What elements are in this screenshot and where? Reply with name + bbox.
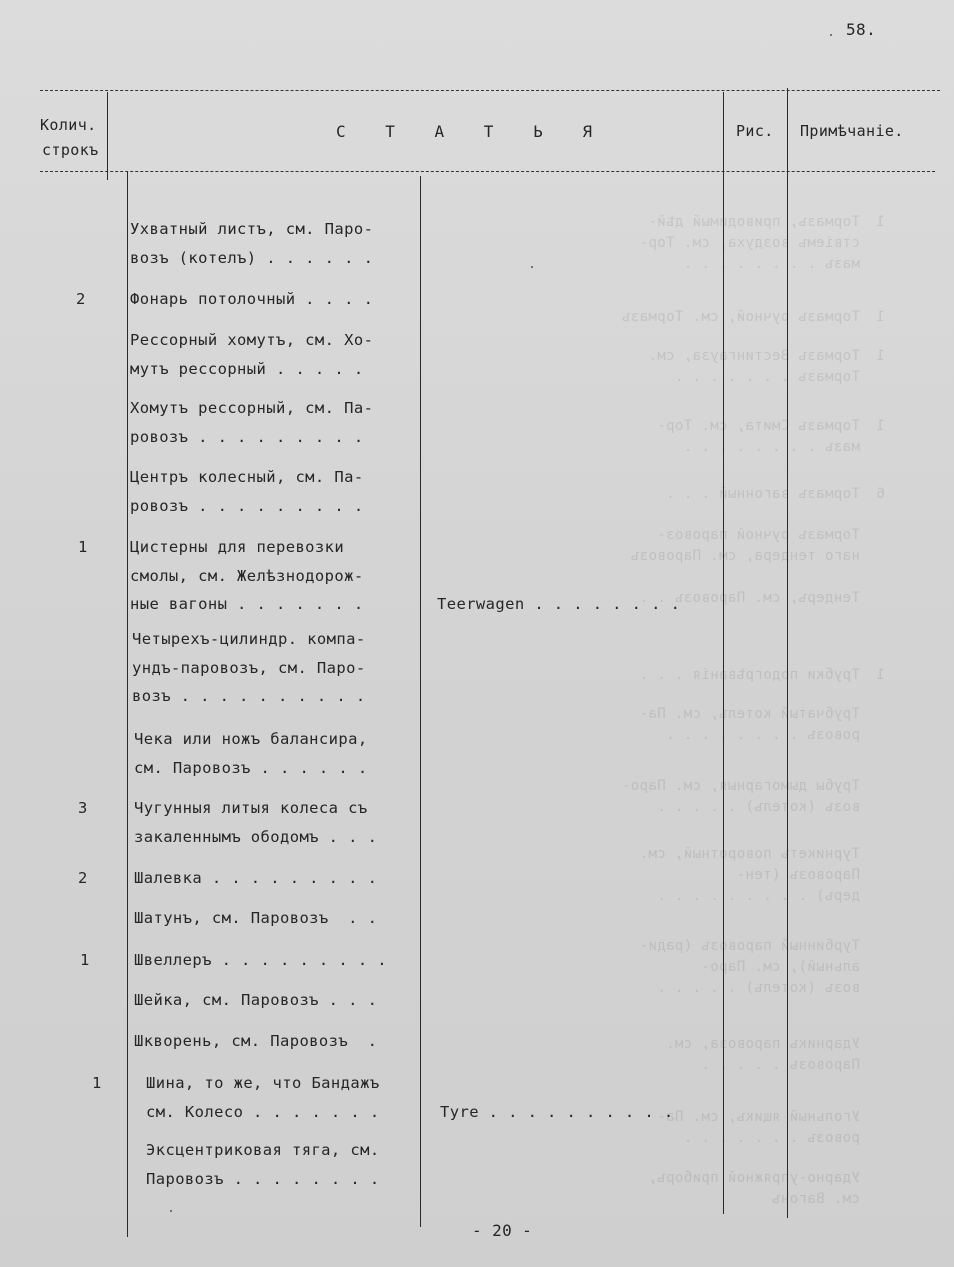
article-line: Эксцентриковая тяга, см. [146,1141,380,1159]
row-count: 1 [80,951,90,969]
figure-column-divider-right [787,88,788,1218]
show-through-count: 1 [876,348,885,364]
row-count: 1 [92,1074,102,1092]
article-line: Паровозъ . . . . . . . . [146,1169,380,1188]
article-line: мутъ рессорный . . . . . [130,359,364,378]
show-through-line: возъ (котелъ) . . . . . [656,980,860,996]
article-line: Цистерны для перевозки [130,538,345,556]
row-count: 1 [78,538,88,556]
article-line: Ухватный листъ, см. Паро- [130,220,374,238]
show-through-line: Угольный ящикъ, см. Па- [656,1109,860,1125]
show-through-line: Тормазъ Вестингауза, см. [648,348,860,364]
show-through-line: Тендеръ, см. Паровозъ . . [639,590,860,606]
header-article: С Т А Т Ь Я [336,122,607,141]
show-through-line: Тормазъ, приводимый дѣй- [648,214,860,230]
article-line: Рессорный хомутъ, см. Хо- [130,331,374,349]
row-count: 3 [78,799,88,817]
german-term: Teerwagen . . . . . . . . [437,595,681,613]
paper-speck [170,1210,172,1212]
article-line: Четырехъ-цилиндр. компа- [132,630,366,648]
show-through-line: возъ (котелъ) . . . . . [656,799,860,815]
show-through-line: Тормазъ вагонный . . . [665,486,860,502]
article-line: Центръ колесный, см. Па- [130,468,364,486]
show-through-line: Паровозъ (тен- [736,867,860,883]
count-column-divider [127,172,128,1237]
article-line: Шейка, см. Паровозъ . . . [134,991,378,1009]
header-figure: Рис. [736,122,774,140]
show-through-line: ровозъ . . . . . . . [683,1130,860,1146]
figure-column-divider-left [723,92,724,1214]
show-through-line: мазъ . . . . . . . . [683,439,860,455]
article-line: Шкворень, см. Паровозъ . [134,1032,378,1050]
show-through-line: Тормазъ ручной, см. Тормазъ [621,309,860,325]
article-line: Швеллеръ . . . . . . . . . [134,951,388,969]
german-term: Tyre . . . . . . . . . . [440,1102,674,1121]
show-through-line: Трубки подогрѣванія . . . [639,667,860,683]
row-count: 2 [78,869,88,887]
show-through-line: Паровозъ . . . . . [701,1057,860,1073]
show-through-line: Тормазъ Смита, см. Тор- [656,418,860,434]
show-through-line: см. Вагонъ [771,1191,860,1207]
article-line: возъ (котелъ) . . . . . . [130,248,374,267]
article-line: Шина, то же, что Бандажъ [146,1074,380,1092]
article-line: возъ . . . . . . . . . . [132,687,366,705]
article-line: Хомутъ рессорный, см. Па- [130,399,374,417]
article-line: см. Паровозъ . . . . . . [134,758,368,777]
article-line: ные вагоны . . . . . . . [130,595,364,613]
article-line: Шатунъ, см. Паровозъ . . [134,909,378,927]
show-through-line: ровозъ . . . . . . . . [665,727,860,743]
show-through-line: Трубчатый котелъ, см. Па- [639,706,860,722]
article-line: ровозъ . . . . . . . . . [130,496,364,515]
show-through-line: Трубы дымогарныя, см. Паро- [621,778,860,794]
show-through-line: Турникетъ поворотный, см. [639,846,860,862]
row-count: 2 [76,290,86,308]
article-line: Фонарь потолочный . . . . [130,290,374,308]
page-footer: - 20 - [472,1221,533,1240]
show-through-count: 1 [876,418,885,434]
header-note: Примѣчаніе. [800,122,904,140]
header-count-line2: строкъ [42,141,99,159]
paper-speck [830,34,832,36]
show-through-line: Турбинный паровозъ (ради- [639,938,860,954]
article-line: Чугунныя литыя колеса съ [134,799,368,817]
german-column-divider [420,176,421,1227]
show-through-line: Ударно-упряжной приборъ, [648,1170,860,1186]
page-number: 58. [846,20,877,39]
article-line: Шалевка . . . . . . . . . [134,869,378,887]
article-line: ундъ-паровозъ, см. Паро- [132,658,366,677]
show-through-line: альный), см. Паро- [701,959,860,975]
show-through-count: 1 [876,309,885,325]
article-line: смолы, см. Желѣзнодорож- [130,566,364,585]
show-through-line: деръ) . . . . . . . . . [656,888,860,904]
show-through-line: Тормазъ ручной паровоз- [656,527,860,543]
show-through-count: 1 [876,667,885,683]
article-line: закаленнымъ ободомъ . . . [134,827,378,846]
table-top-rule [40,90,940,91]
show-through-line: мазъ . . . . . . . . [683,256,860,272]
show-through-line: наго тендера, см. Паровозъ [630,548,860,564]
article-line: Чека или ножъ балансира, [134,730,368,748]
header-bottom-rule [40,171,935,172]
count-column-divider-header [107,92,108,180]
article-line: ровозъ . . . . . . . . . [130,427,364,446]
header-count-line1: Колич. [40,116,97,134]
paper-speck [531,266,533,268]
show-through-line: Ударникъ паровоза, см. [665,1036,860,1052]
show-through-line: ствіемъ воздуха, см. Тор- [639,235,860,251]
show-through-line: Тормазъ . . . . . . . [674,369,860,385]
show-through-count: 6 [876,486,885,502]
show-through-count: 1 [876,214,885,230]
article-line: см. Колесо . . . . . . . [146,1102,380,1121]
